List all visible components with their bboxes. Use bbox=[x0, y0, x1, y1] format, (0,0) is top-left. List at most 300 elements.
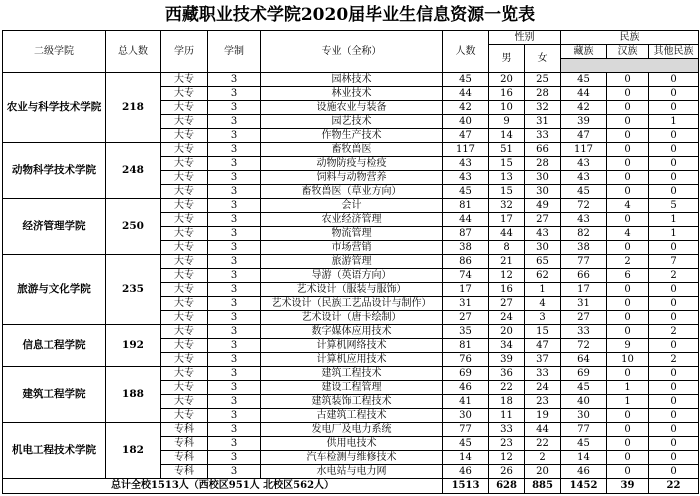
other-cell: 2 bbox=[649, 325, 699, 339]
male-cell: 18 bbox=[489, 395, 525, 409]
tibetan-cell: 33 bbox=[561, 325, 607, 339]
header-duration: 学制 bbox=[208, 31, 261, 73]
summary-row bbox=[3, 479, 699, 494]
college-name-cell: 建筑工程学院 bbox=[3, 367, 106, 423]
duration-cell: 3 bbox=[208, 199, 261, 213]
other-cell: 0 bbox=[649, 87, 699, 101]
male-cell: 9 bbox=[489, 115, 525, 129]
duration-cell: 3 bbox=[208, 269, 261, 283]
level-cell: 专科 bbox=[161, 451, 208, 465]
level-cell: 大专 bbox=[161, 101, 208, 115]
duration-cell: 3 bbox=[208, 283, 261, 297]
duration-cell: 3 bbox=[208, 129, 261, 143]
male-cell: 20 bbox=[489, 325, 525, 339]
tibetan-cell: 45 bbox=[561, 73, 607, 87]
header-tibetan: 藏族 bbox=[561, 45, 607, 59]
tibetan-cell: 77 bbox=[561, 255, 607, 269]
female-cell: 33 bbox=[525, 129, 561, 143]
tibetan-cell: 45 bbox=[561, 381, 607, 395]
duration-cell: 3 bbox=[208, 157, 261, 171]
count-cell: 27 bbox=[443, 311, 489, 325]
college-name-cell: 经济管理学院 bbox=[3, 199, 106, 255]
level-cell: 大专 bbox=[161, 339, 208, 353]
duration-cell: 3 bbox=[208, 73, 261, 87]
tibetan-cell: 38 bbox=[561, 241, 607, 255]
duration-cell: 3 bbox=[208, 227, 261, 241]
other-cell: 0 bbox=[649, 241, 699, 255]
major-cell: 动物防疫与检疫 bbox=[261, 157, 443, 171]
female-cell: 65 bbox=[525, 255, 561, 269]
tibetan-cell: 27 bbox=[561, 311, 607, 325]
count-cell: 35 bbox=[443, 325, 489, 339]
male-cell: 33 bbox=[489, 423, 525, 437]
summary-han: 39 bbox=[607, 479, 649, 494]
female-cell: 30 bbox=[525, 241, 561, 255]
college-name-cell: 机电工程技术学院 bbox=[3, 423, 106, 479]
count-cell: 47 bbox=[443, 129, 489, 143]
tibetan-cell: 17 bbox=[561, 283, 607, 297]
female-cell: 20 bbox=[525, 465, 561, 479]
duration-cell: 3 bbox=[208, 451, 261, 465]
duration-cell: 3 bbox=[208, 465, 261, 479]
han-cell: 0 bbox=[607, 115, 649, 129]
han-cell: 0 bbox=[607, 129, 649, 143]
major-cell: 艺术设计（唐卡绘制） bbox=[261, 311, 443, 325]
count-cell: 44 bbox=[443, 87, 489, 101]
level-cell: 大专 bbox=[161, 115, 208, 129]
college-name-cell: 旅游与文化学院 bbox=[3, 255, 106, 325]
male-cell: 36 bbox=[489, 367, 525, 381]
major-cell: 林业技术 bbox=[261, 87, 443, 101]
other-cell: 0 bbox=[649, 129, 699, 143]
level-cell: 大专 bbox=[161, 409, 208, 423]
other-cell: 0 bbox=[649, 339, 699, 353]
duration-cell: 3 bbox=[208, 241, 261, 255]
male-cell: 23 bbox=[489, 437, 525, 451]
level-cell: 大专 bbox=[161, 143, 208, 157]
duration-cell: 3 bbox=[208, 437, 261, 451]
tibetan-cell: 39 bbox=[561, 115, 607, 129]
female-cell: 37 bbox=[525, 353, 561, 367]
female-cell: 47 bbox=[525, 339, 561, 353]
other-cell: 0 bbox=[649, 185, 699, 199]
other-cell: 0 bbox=[649, 73, 699, 87]
han-cell: 10 bbox=[607, 353, 649, 367]
count-cell: 40 bbox=[443, 115, 489, 129]
female-cell: 28 bbox=[525, 157, 561, 171]
summary-female: 885 bbox=[525, 479, 561, 494]
female-cell: 44 bbox=[525, 423, 561, 437]
male-cell: 32 bbox=[489, 199, 525, 213]
han-cell: 0 bbox=[607, 451, 649, 465]
duration-cell: 3 bbox=[208, 353, 261, 367]
tibetan-cell: 43 bbox=[561, 213, 607, 227]
count-cell: 38 bbox=[443, 241, 489, 255]
duration-cell: 3 bbox=[208, 325, 261, 339]
female-cell: 32 bbox=[525, 101, 561, 115]
major-cell: 市场营销 bbox=[261, 241, 443, 255]
major-cell: 旅游管理 bbox=[261, 255, 443, 269]
female-cell: 1 bbox=[525, 283, 561, 297]
count-cell: 45 bbox=[443, 73, 489, 87]
han-cell: 0 bbox=[607, 171, 649, 185]
header-ethnicity: 民族 bbox=[561, 31, 699, 45]
header-han: 汉族 bbox=[607, 45, 649, 59]
major-cell: 园林技术 bbox=[261, 73, 443, 87]
count-cell: 46 bbox=[443, 465, 489, 479]
female-cell: 28 bbox=[525, 87, 561, 101]
han-cell: 0 bbox=[607, 157, 649, 171]
duration-cell: 3 bbox=[208, 255, 261, 269]
female-cell: 2 bbox=[525, 451, 561, 465]
major-cell: 园艺技术 bbox=[261, 115, 443, 129]
major-cell: 物流管理 bbox=[261, 227, 443, 241]
major-cell: 农业经济管理 bbox=[261, 213, 443, 227]
major-cell: 计算机应用技术 bbox=[261, 353, 443, 367]
header-male: 男 bbox=[489, 45, 525, 73]
duration-cell: 3 bbox=[208, 409, 261, 423]
han-cell: 0 bbox=[607, 311, 649, 325]
duration-cell: 3 bbox=[208, 423, 261, 437]
female-cell: 25 bbox=[525, 73, 561, 87]
han-cell: 0 bbox=[607, 283, 649, 297]
han-cell: 6 bbox=[607, 269, 649, 283]
major-cell: 建筑工程技术 bbox=[261, 367, 443, 381]
male-cell: 21 bbox=[489, 255, 525, 269]
tibetan-cell: 72 bbox=[561, 199, 607, 213]
table-body bbox=[3, 73, 699, 479]
summary-label: 总计全校1513人（西校区951人 北校区562人） bbox=[3, 479, 443, 494]
college-total-cell: 218 bbox=[106, 73, 161, 143]
duration-cell: 3 bbox=[208, 171, 261, 185]
male-cell: 14 bbox=[489, 129, 525, 143]
other-cell: 1 bbox=[649, 213, 699, 227]
han-cell: 0 bbox=[607, 241, 649, 255]
tibetan-cell: 46 bbox=[561, 465, 607, 479]
tibetan-cell: 72 bbox=[561, 339, 607, 353]
tibetan-cell: 82 bbox=[561, 227, 607, 241]
level-cell: 专科 bbox=[161, 437, 208, 451]
document-title: 西藏职业技术学院2020届毕业生信息资源一览表 bbox=[164, 5, 536, 25]
other-cell: 0 bbox=[649, 171, 699, 185]
duration-cell: 3 bbox=[208, 101, 261, 115]
duration-cell: 3 bbox=[208, 297, 261, 311]
tibetan-cell: 117 bbox=[561, 143, 607, 157]
tibetan-cell: 43 bbox=[561, 171, 607, 185]
major-cell: 导游（英语方向） bbox=[261, 269, 443, 283]
male-cell: 16 bbox=[489, 87, 525, 101]
other-cell: 2 bbox=[649, 353, 699, 367]
table-row bbox=[3, 143, 699, 157]
level-cell: 大专 bbox=[161, 87, 208, 101]
level-cell: 专科 bbox=[161, 423, 208, 437]
male-cell: 39 bbox=[489, 353, 525, 367]
level-cell: 大专 bbox=[161, 353, 208, 367]
level-cell: 大专 bbox=[161, 73, 208, 87]
han-cell: 0 bbox=[607, 297, 649, 311]
level-cell: 大专 bbox=[161, 297, 208, 311]
female-cell: 3 bbox=[525, 311, 561, 325]
other-cell: 0 bbox=[649, 367, 699, 381]
tibetan-cell: 77 bbox=[561, 423, 607, 437]
duration-cell: 3 bbox=[208, 87, 261, 101]
table-row bbox=[3, 423, 699, 437]
college-total-cell: 192 bbox=[106, 325, 161, 367]
han-cell: 0 bbox=[607, 437, 649, 451]
female-cell: 22 bbox=[525, 437, 561, 451]
major-cell: 计算机网络技术 bbox=[261, 339, 443, 353]
major-cell: 数字媒体应用技术 bbox=[261, 325, 443, 339]
han-cell: 2 bbox=[607, 255, 649, 269]
count-cell: 44 bbox=[443, 213, 489, 227]
female-cell: 30 bbox=[525, 185, 561, 199]
female-cell: 4 bbox=[525, 297, 561, 311]
han-cell: 0 bbox=[607, 73, 649, 87]
tibetan-cell: 31 bbox=[561, 297, 607, 311]
tibetan-cell: 69 bbox=[561, 367, 607, 381]
male-cell: 44 bbox=[489, 227, 525, 241]
male-cell: 51 bbox=[489, 143, 525, 157]
level-cell: 大专 bbox=[161, 241, 208, 255]
other-cell: 2 bbox=[649, 269, 699, 283]
major-cell: 发电厂及电力系统 bbox=[261, 423, 443, 437]
male-cell: 11 bbox=[489, 409, 525, 423]
college-total-cell: 188 bbox=[106, 367, 161, 423]
table-row bbox=[3, 255, 699, 269]
female-cell: 62 bbox=[525, 269, 561, 283]
other-cell: 0 bbox=[649, 409, 699, 423]
male-cell: 10 bbox=[489, 101, 525, 115]
summary-other: 22 bbox=[649, 479, 699, 494]
level-cell: 大专 bbox=[161, 269, 208, 283]
count-cell: 86 bbox=[443, 255, 489, 269]
duration-cell: 3 bbox=[208, 213, 261, 227]
other-cell: 0 bbox=[649, 283, 699, 297]
duration-cell: 3 bbox=[208, 185, 261, 199]
summary-tibetan: 1452 bbox=[561, 479, 607, 494]
tibetan-cell: 42 bbox=[561, 101, 607, 115]
female-cell: 19 bbox=[525, 409, 561, 423]
major-cell: 古建筑工程技术 bbox=[261, 409, 443, 423]
header-level: 学历 bbox=[161, 31, 208, 73]
major-cell: 建筑装饰工程技术 bbox=[261, 395, 443, 409]
female-cell: 27 bbox=[525, 213, 561, 227]
college-total-cell: 235 bbox=[106, 255, 161, 325]
han-cell: 4 bbox=[607, 227, 649, 241]
header-major: 专业（全称） bbox=[261, 31, 443, 73]
han-cell: 9 bbox=[607, 339, 649, 353]
male-cell: 26 bbox=[489, 465, 525, 479]
other-cell: 0 bbox=[649, 297, 699, 311]
other-cell: 0 bbox=[649, 101, 699, 115]
tibetan-cell: 44 bbox=[561, 87, 607, 101]
other-cell: 5 bbox=[649, 199, 699, 213]
level-cell: 大专 bbox=[161, 129, 208, 143]
major-cell: 艺术设计（民族工艺品设计与制作） bbox=[261, 297, 443, 311]
male-cell: 20 bbox=[489, 73, 525, 87]
han-cell: 4 bbox=[607, 199, 649, 213]
female-cell: 66 bbox=[525, 143, 561, 157]
other-cell: 0 bbox=[649, 423, 699, 437]
summary-count: 1513 bbox=[443, 479, 489, 494]
level-cell: 大专 bbox=[161, 157, 208, 171]
college-total-cell: 248 bbox=[106, 143, 161, 199]
summary-male: 628 bbox=[489, 479, 525, 494]
tibetan-cell: 43 bbox=[561, 157, 607, 171]
male-cell: 8 bbox=[489, 241, 525, 255]
tibetan-cell: 14 bbox=[561, 451, 607, 465]
han-cell: 0 bbox=[607, 185, 649, 199]
tibetan-cell: 47 bbox=[561, 129, 607, 143]
count-cell: 46 bbox=[443, 381, 489, 395]
other-cell: 1 bbox=[649, 115, 699, 129]
tibetan-cell: 45 bbox=[561, 185, 607, 199]
female-cell: 15 bbox=[525, 325, 561, 339]
han-cell: 0 bbox=[607, 143, 649, 157]
college-name-cell: 信息工程学院 bbox=[3, 325, 106, 367]
level-cell: 专科 bbox=[161, 465, 208, 479]
other-cell: 0 bbox=[649, 143, 699, 157]
female-cell: 43 bbox=[525, 227, 561, 241]
college-name-cell: 动物科学技术学院 bbox=[3, 143, 106, 199]
level-cell: 大专 bbox=[161, 213, 208, 227]
han-cell: 0 bbox=[607, 213, 649, 227]
count-cell: 69 bbox=[443, 367, 489, 381]
graduate-info-table bbox=[2, 30, 699, 494]
major-cell: 饲料与动物营养 bbox=[261, 171, 443, 185]
count-cell: 31 bbox=[443, 297, 489, 311]
major-cell: 会计 bbox=[261, 199, 443, 213]
college-total-cell: 182 bbox=[106, 423, 161, 479]
table-row bbox=[3, 367, 699, 381]
male-cell: 15 bbox=[489, 157, 525, 171]
duration-cell: 3 bbox=[208, 367, 261, 381]
major-cell: 畜牧兽医 bbox=[261, 143, 443, 157]
count-cell: 17 bbox=[443, 283, 489, 297]
duration-cell: 3 bbox=[208, 143, 261, 157]
male-cell: 22 bbox=[489, 381, 525, 395]
male-cell: 13 bbox=[489, 171, 525, 185]
duration-cell: 3 bbox=[208, 115, 261, 129]
level-cell: 大专 bbox=[161, 185, 208, 199]
count-cell: 14 bbox=[443, 451, 489, 465]
college-name-cell: 农业与科学技术学院 bbox=[3, 73, 106, 143]
duration-cell: 3 bbox=[208, 381, 261, 395]
han-cell: 0 bbox=[607, 409, 649, 423]
other-cell: 0 bbox=[649, 437, 699, 451]
female-cell: 23 bbox=[525, 395, 561, 409]
header-total: 总人数 bbox=[106, 31, 161, 73]
count-cell: 45 bbox=[443, 437, 489, 451]
tibetan-cell: 40 bbox=[561, 395, 607, 409]
male-cell: 17 bbox=[489, 213, 525, 227]
level-cell: 大专 bbox=[161, 171, 208, 185]
header-other: 其他民族 bbox=[649, 45, 699, 59]
han-cell: 0 bbox=[607, 423, 649, 437]
level-cell: 大专 bbox=[161, 199, 208, 213]
other-cell: 0 bbox=[649, 157, 699, 171]
duration-cell: 3 bbox=[208, 311, 261, 325]
other-cell: 0 bbox=[649, 465, 699, 479]
major-cell: 水电站与电力网 bbox=[261, 465, 443, 479]
header-count: 人数 bbox=[443, 31, 489, 73]
table-row bbox=[3, 325, 699, 339]
han-cell: 0 bbox=[607, 87, 649, 101]
female-cell: 49 bbox=[525, 199, 561, 213]
male-cell: 34 bbox=[489, 339, 525, 353]
duration-cell: 3 bbox=[208, 395, 261, 409]
female-cell: 33 bbox=[525, 367, 561, 381]
female-cell: 24 bbox=[525, 381, 561, 395]
han-cell: 0 bbox=[607, 325, 649, 339]
count-cell: 77 bbox=[443, 423, 489, 437]
level-cell: 大专 bbox=[161, 227, 208, 241]
college-total-cell: 250 bbox=[106, 199, 161, 255]
header-female: 女 bbox=[525, 45, 561, 73]
level-cell: 大专 bbox=[161, 311, 208, 325]
han-cell: 0 bbox=[607, 465, 649, 479]
level-cell: 大专 bbox=[161, 381, 208, 395]
male-cell: 27 bbox=[489, 297, 525, 311]
tibetan-cell: 30 bbox=[561, 409, 607, 423]
count-cell: 87 bbox=[443, 227, 489, 241]
major-cell: 艺术设计（服装与服饰） bbox=[261, 283, 443, 297]
header-spacer bbox=[561, 59, 699, 73]
table-row bbox=[3, 73, 699, 87]
major-cell: 汽车检测与维修技术 bbox=[261, 451, 443, 465]
major-cell: 设施农业与装备 bbox=[261, 101, 443, 115]
count-cell: 81 bbox=[443, 339, 489, 353]
count-cell: 41 bbox=[443, 395, 489, 409]
count-cell: 81 bbox=[443, 199, 489, 213]
count-cell: 76 bbox=[443, 353, 489, 367]
other-cell: 7 bbox=[649, 255, 699, 269]
male-cell: 16 bbox=[489, 283, 525, 297]
other-cell: 0 bbox=[649, 381, 699, 395]
header-college: 二级学院 bbox=[3, 31, 106, 73]
tibetan-cell: 45 bbox=[561, 437, 607, 451]
count-cell: 43 bbox=[443, 157, 489, 171]
level-cell: 大专 bbox=[161, 367, 208, 381]
other-cell: 0 bbox=[649, 395, 699, 409]
count-cell: 45 bbox=[443, 185, 489, 199]
other-cell: 0 bbox=[649, 311, 699, 325]
table-row bbox=[3, 199, 699, 213]
level-cell: 大专 bbox=[161, 325, 208, 339]
header-gender: 性别 bbox=[489, 31, 561, 45]
level-cell: 大专 bbox=[161, 283, 208, 297]
tibetan-cell: 64 bbox=[561, 353, 607, 367]
major-cell: 畜牧兽医（草业方向） bbox=[261, 185, 443, 199]
other-cell: 1 bbox=[649, 227, 699, 241]
male-cell: 24 bbox=[489, 311, 525, 325]
male-cell: 15 bbox=[489, 185, 525, 199]
female-cell: 31 bbox=[525, 115, 561, 129]
han-cell: 1 bbox=[607, 395, 649, 409]
level-cell: 大专 bbox=[161, 255, 208, 269]
count-cell: 117 bbox=[443, 143, 489, 157]
count-cell: 74 bbox=[443, 269, 489, 283]
han-cell: 0 bbox=[607, 101, 649, 115]
major-cell: 供用电技术 bbox=[261, 437, 443, 451]
duration-cell: 3 bbox=[208, 339, 261, 353]
han-cell: 0 bbox=[607, 367, 649, 381]
female-cell: 30 bbox=[525, 171, 561, 185]
level-cell: 大专 bbox=[161, 395, 208, 409]
han-cell: 1 bbox=[607, 381, 649, 395]
major-cell: 作物生产技术 bbox=[261, 129, 443, 143]
count-cell: 42 bbox=[443, 101, 489, 115]
